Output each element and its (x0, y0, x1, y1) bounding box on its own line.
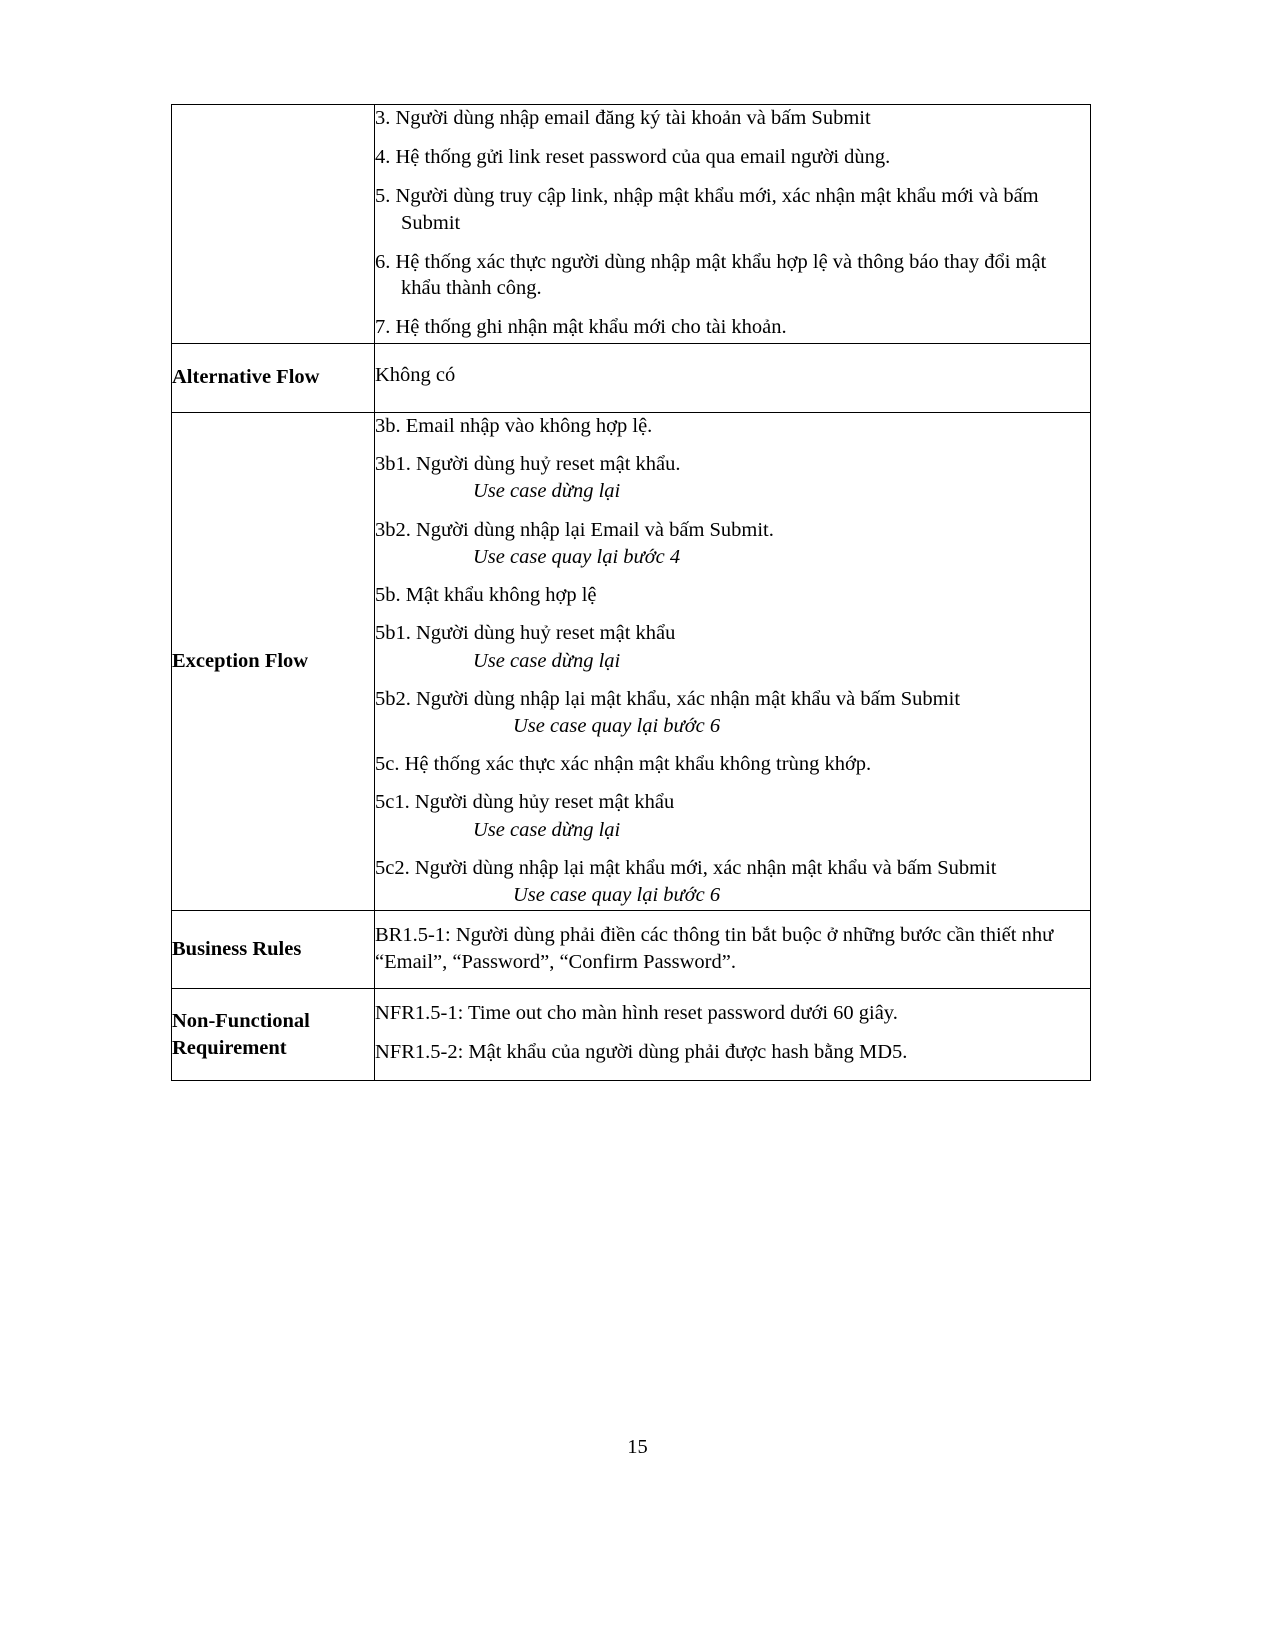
row-label-exception-flow: Exception Flow (172, 412, 375, 911)
page-number: 15 (627, 1436, 648, 1458)
exception-flow-item (375, 855, 1090, 908)
exception-flow-item-text: 5c2. Người dùng nhập lại mật khẩu mới, xác nhận mật khẩu và bấm Submit (375, 856, 997, 879)
non-functional-requirement-item: NFR1.5-1: Time out cho màn hình reset password dưới 60 giây. (375, 1001, 898, 1024)
business-rules-value-cell (375, 911, 1091, 988)
main-flow-step: 3. Người dùng nhập email đăng ký tài khoản và bấm Submit (375, 107, 871, 129)
table-row-exception-flow (172, 412, 1091, 911)
exception-flow-item (375, 789, 1090, 842)
alternative-flow-value-cell (375, 343, 1091, 412)
exception-flow-item (375, 620, 1090, 673)
main-flow-step: 7. Hệ thống ghi nhận mật khẩu mới cho tài khoản. (375, 316, 787, 339)
main-flow-steps-cell (375, 105, 1091, 344)
exception-flow-item-text: 5b1. Người dùng huỷ reset mật khẩu (375, 622, 676, 645)
exception-flow-item (375, 686, 1090, 739)
exception-flow-item-note: Use case dừng lại (473, 480, 621, 503)
exception-flow-item-text: 5b2. Người dùng nhập lại mật khẩu, xác nhận mật khẩu và bấm Submit (375, 687, 961, 710)
row-label-empty (172, 105, 375, 344)
exception-flow-item-text: 3b2. Người dùng nhập lại Email và bấm Submit. (375, 518, 774, 541)
row-label-business-rules: Business Rules (172, 911, 375, 988)
exception-flow-item-note: Use case dừng lại (473, 818, 621, 841)
exception-flow-items-cell (375, 412, 1091, 911)
exception-flow-item-text: 5b. Mật khẩu không hợp lệ (375, 584, 597, 607)
exception-flow-item (375, 517, 1090, 570)
exception-flow-item (375, 751, 1090, 777)
non-functional-requirement-item: NFR1.5-2: Mật khẩu của người dùng phải được hash bằng MD5. (375, 1041, 908, 1064)
exception-flow-item-text: 5c. Hệ thống xác thực xác nhận mật khẩu không trùng khớp. (375, 753, 872, 776)
table-row-alternative-flow (172, 343, 1091, 412)
exception-flow-item-note: Use case quay lại bước 6 (513, 714, 721, 737)
main-flow-step: 4. Hệ thống gửi link reset password của qua email người dùng. (375, 146, 891, 169)
table-row-business-rules (172, 911, 1091, 988)
exception-flow-item-note: Use case quay lại bước 6 (513, 884, 721, 907)
table-row-main-flow-continued (172, 105, 1091, 344)
main-flow-step: 6. Hệ thống xác thực người dùng nhập mật khẩu hợp lệ và thông báo thay đổi mật khẩu thành công. (375, 250, 1047, 300)
exception-flow-item (375, 582, 1090, 608)
exception-flow-item-text: 5c1. Người dùng hủy reset mật khẩu (375, 791, 675, 814)
non-functional-requirement-items-cell (375, 988, 1091, 1080)
exception-flow-item-note: Use case quay lại bước 4 (473, 545, 681, 568)
use-case-specification-table (171, 104, 1091, 1081)
exception-flow-item-text: 3b. Email nhập vào không hợp lệ. (375, 414, 653, 437)
business-rule-item: BR1.5-1: Người dùng phải điền các thông tin bắt buộc ở những bước cần thiết như “Email”, “Password”, “Confirm Password”. (375, 924, 1054, 973)
exception-flow-item-text: 3b1. Người dùng huỷ reset mật khẩu. (375, 453, 681, 476)
exception-flow-item-note: Use case dừng lại (473, 649, 621, 672)
row-label-alternative-flow: Alternative Flow (172, 343, 375, 412)
exception-flow-item (375, 451, 1090, 504)
row-label-non-functional-requirement: Non-Functional Requirement (172, 988, 375, 1080)
alternative-flow-value: Không có (375, 363, 456, 386)
exception-flow-item (375, 413, 1090, 439)
main-flow-step: 5. Người dùng truy cập link, nhập mật khẩu mới, xác nhận mật khẩu mới và bấm Submit (375, 185, 1039, 234)
table-row-non-functional-requirement (172, 988, 1091, 1080)
